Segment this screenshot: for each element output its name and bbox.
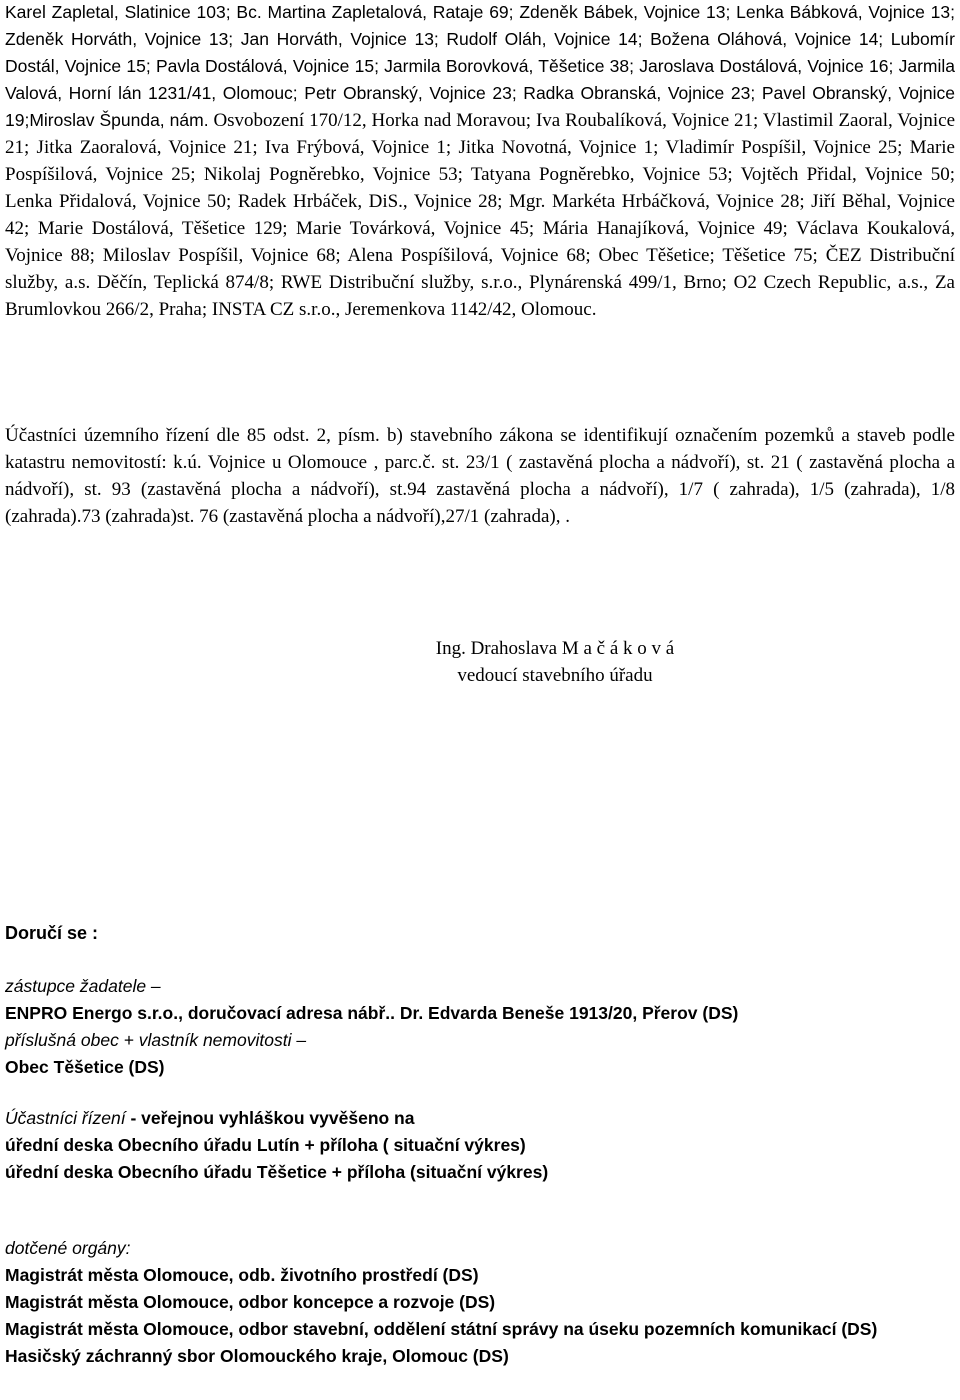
concerned-authorities [5, 1235, 955, 1370]
applicant-rep-label: zástupce žadatele – [5, 976, 161, 996]
participants-list-paragraph [5, 0, 955, 323]
participants-line [5, 1105, 955, 1132]
authority-item: Magistrát města Olomouce, odbor stavební, oddělení státní správy na úseku pozemních komunikací (DS) [5, 1319, 878, 1339]
participants-list-part-1: Karel Zapletal, Slatinice 103; Bc. Martina Zapletalová, Rataje 69; Zdeněk Bábek, Vojnice 13; Lenka Bábková, Vojnice 13; Zdeněk Horváth, Vojnice 13; Jan Horváth, Vojnice 13; Rudolf Oláh, Vojnice 14; Božena Oláhová, Vojnice 14; Lubomír Dostál, Vojnice 15; Pavla Dostálová, Vojnice 15; Jarmila Borovková, Těšetice 38; Jaroslava Dostálová, Vojnice 16; Jarmila Valová, Horní lán 1231/41, Olomouc; Petr Obranský, Vojnice 23; Radka Obranská, Vojnice 23; Pavel Obranský, Vojnice 19;Miroslav Špunda, nám. [5, 2, 955, 130]
applicant-rep-value: ENPRO Energo s.r.o., doručovací adresa nábř.. Dr. Edvarda Beneše 1913/20, Přerov (DS) [5, 1003, 739, 1023]
delivery-list [5, 973, 955, 1186]
signature-name: Ing. Drahoslava M a č á k o v á [435, 638, 675, 659]
notice-board-lutin: úřední deska Obecního úřadu Lutín + příloha ( situační výkres) [5, 1135, 526, 1155]
authority-item: Magistrát města Olomouce, odb. životního prostředí (DS) [5, 1265, 479, 1285]
signature-role: vedoucí stavebního úřadu [457, 665, 653, 686]
participants-suffix: - veřejnou vyhláškou vyvěšeno na [125, 1108, 415, 1128]
participants-label: Účastníci řízení [5, 1108, 126, 1128]
municipality-label: příslušná obec + vlastník nemovitosti – [5, 1030, 307, 1050]
spacer [5, 1081, 955, 1105]
signature-block [335, 635, 775, 689]
participants-list-part-2: Osvobození 170/12, Horka nad Moravou; Iva Roubalíková, Vojnice 21; Vlastimil Zaoral, Vojnice 21; Jitka Zaoralová, Vojnice 21; Iva Frýbová, Vojnice 1; Jitka Novotná, Vojnice 1; Vladimír Pospíšil, Vojnice 25; Marie Pospíšilová, Vojnice 25; Nikolaj Pogněrebko, Vojnice 53; Tatyana Pogněrebko, Vojnice 53; Vojtěch Přidal, Vojnice 50; Lenka Přidalová, Vojnice 50; Radek Hrbáček, DiS., Vojnice 28; Mgr. Markéta Hrbáčková, Vojnice 28; Jiří Běhal, Vojnice 42; Marie Dostálová, Těšetice 129; Marie Továrková, Vojnice 45; Mária Hanajíková, Vojnice 49; Václava Koukalová, Vojnice 88; Miloslav Pospíšil, Vojnice 68; Alena Pospíšilová, Vojnice 68; Obec Těšetice; Těšetice 75; ČEZ Distribuční služby, a.s. Děčín, Teplická 874/8; RWE Distribuční služby, s.r.o., Plynárenská 499/1, Brno; O2 Czech Republic, a.s., Za Brumlovkou 266/2, Praha; INSTA CZ s.r.o., Jeremenkova 1142/42, Olomouc. [5, 110, 955, 320]
authorities-label: dotčené orgány: [5, 1238, 131, 1258]
authority-item: Magistrát města Olomouce, odbor koncepce a rozvoje (DS) [5, 1292, 496, 1312]
delivery-heading: Doručí se : [5, 923, 99, 943]
municipality-value: Obec Těšetice (DS) [5, 1057, 165, 1077]
authority-item: Hasičský záchranný sbor Olomouckého kraje, Olomouc (DS) [5, 1346, 509, 1366]
land-parcels-paragraph: Účastníci územního řízení dle 85 odst. 2, písm. b) stavebního zákona se identifikují označením pozemků a staveb podle katastru nemovitostí: k.ú. Vojnice u Olomouce , parc.č. st. 23/1 ( zastavěná plocha a nádvoří), st. 21 ( zastavěná plocha a nádvoří), st. 93 (zastavěná plocha a nádvoří), st.94 zastavěná plocha a nádvoří), 1/7 ( zahrada), 1/5 (zahrada), 1/8 (zahrada).73 (zahrada)st. 76 (zastavěná plocha a nádvoří),27/1 (zahrada), . [5, 425, 955, 527]
notice-board-tesetice: úřední deska Obecního úřadu Těšetice + příloha (situační výkres) [5, 1162, 549, 1182]
